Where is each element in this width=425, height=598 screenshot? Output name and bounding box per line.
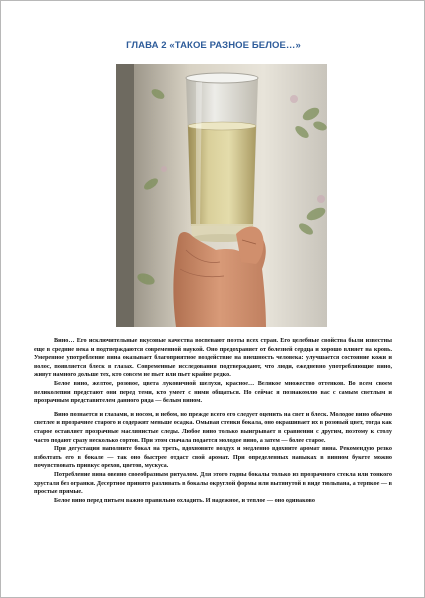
paragraph: Потребление вина овеяно своеобразным ритуалом. Для этого годны бокалы только из прозрачного стекла или тонкого хрусталя без огранки. Десертное принято разливать в бокалы округлой формы или вытянутой в виде тюльпана, а терпкое — в простые прямые.	[34, 470, 392, 496]
paragraph: Белое вино, желтое, розовое, цвета луковичной шелухи, красное… Великое множество оттенков. Во всем своем великолепии предстают они перед теми, кто умеет с ними общаться. Но сейчас я познакомлю вас с самым светлым и прозрачным представителем данного ряда — белым вином.	[34, 379, 392, 405]
wine-glass-photo	[116, 64, 327, 327]
chapter-body	[34, 337, 392, 505]
paragraph: Вино познается и глазами, и носом, и небом, но прежде всего его следует оценить на свет и блеск. Молодое вино обычно светлее и прозрачнее старого и содержит меньше осадка. Омывая стенки бокала, оно окрашивает их в розовый цвет, тогда как старое оставляет прозрачные маслянистые следы. Любое вино только выигрывает в сравнении с другим, поэтому к столу часто подают сразу несколько сортов. При этом сначала подается молодое вино, а затем — более старое.	[34, 410, 392, 444]
chapter-title: ГЛАВА 2 «ТАКОЕ РАЗНОЕ БЕЛОЕ…»	[126, 40, 301, 51]
paragraph: Вино… Его исключительные вкусовые качества воспевают поэты всех стран. Его целебные свойства были известны еще в средние века и подтверждаются современной наукой. Оно предохраняет от болезней сердца и хорошо влияет на кровь. Умеренное употребление вина оказывает благоприятное воздействие на внешность человека: улучшается состояние кожи и волос, появляется блеск в глазах. Современные исследования подтверждают, что люди, ежедневно употребляющие вино, живут намного дольше тех, кто совсем не пьет или пьет крайне редко.	[34, 337, 392, 379]
paragraph: При дегустации наполните бокал на треть, вдохновите воздух и медленно вдохните аромат вина. Рекомендую резко взболтать его в бокале — так оно быстрее отдаст свой аромат. При определенных навыках в винном букете можно почувствовать привкус орехов, цветов, мускуса.	[34, 445, 392, 470]
paragraph: Белое вино перед питьем важно правильно охладить. И надежное, и теплое — оно одинаково	[54, 496, 315, 504]
